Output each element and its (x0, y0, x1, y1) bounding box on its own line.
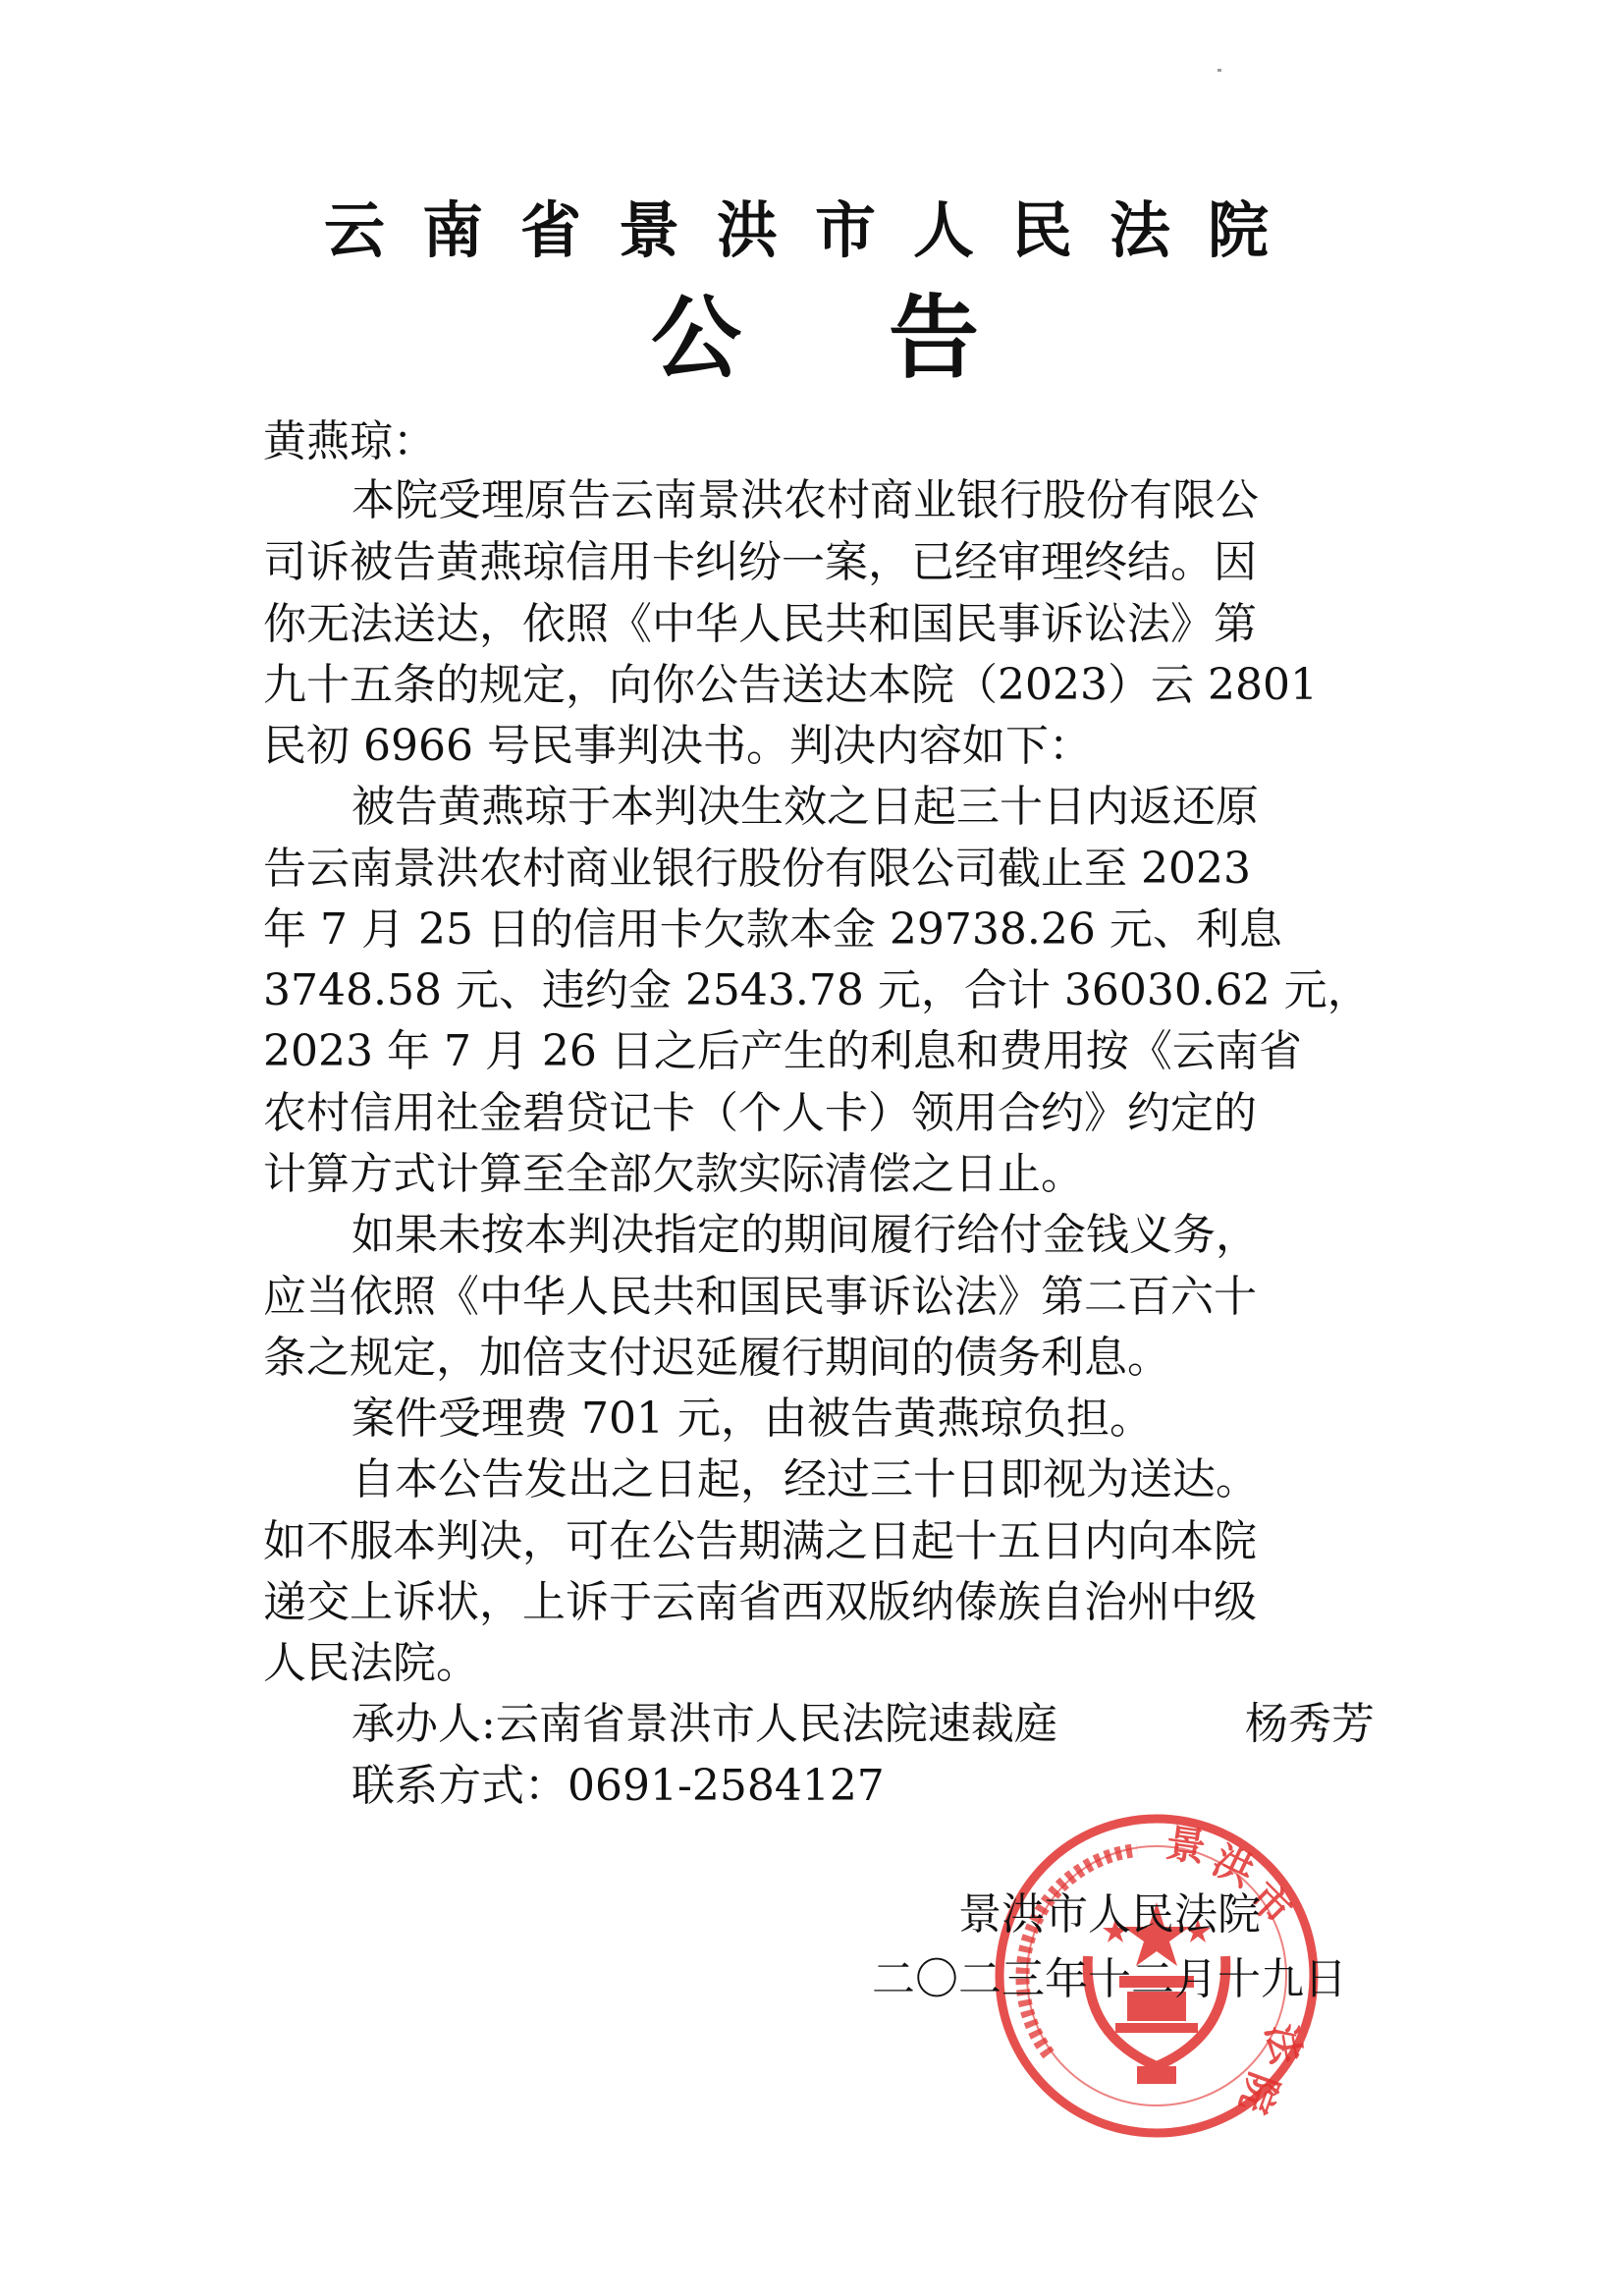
body-line: 自本公告发出之日起，经过三十日即视为送达。 (352, 1454, 1259, 1504)
court-name-heading: 云南省景洪市人民法院 (323, 194, 1306, 266)
signing-court: 景洪市人民法院 (958, 1889, 1261, 1940)
body-line: 司诉被告黄燕琼信用卡纠纷一案，已经审理终结。因 (263, 537, 1257, 587)
body-line: 2023 年 7 月 26 日之后产生的利息和费用按《云南省 (263, 1026, 1302, 1076)
body-line: 案件受理费 701 元，由被告黄燕琼负担。 (352, 1394, 1153, 1444)
body-line: 条之规定，加倍支付迟延履行期间的债务利息。 (263, 1333, 1170, 1383)
body-line: 递交上诉状，上诉于云南省西双版纳傣族自治州中级 (263, 1577, 1257, 1627)
signing-date: 二〇二三年十二月十九日 (872, 1954, 1347, 2004)
handler-name: 杨秀芳 (1245, 1699, 1375, 1749)
body-line: 民初 6966 号民事判决书。判决内容如下： (263, 721, 1092, 771)
body-line: 如不服本判决，可在公告期满之日起十五日内向本院 (263, 1516, 1257, 1566)
document-type-heading: 公告 (650, 286, 1126, 391)
body-line: 年 7 月 25 日的信用卡欠款本金 29738.26 元、利息 (263, 904, 1282, 955)
seal-glyph: 市 (1239, 1874, 1300, 1935)
handler-line: 承办人:云南省景洪市人民法院速裁庭 (352, 1699, 1057, 1749)
body-line: 如果未按本判决指定的期间履行给付金钱义务， (352, 1210, 1259, 1260)
body-line: 计算方式计算至全部欠款实际清偿之日止。 (263, 1149, 1084, 1199)
body-line: 被告黄燕琼于本判决生效之日起三十日内返还原 (352, 782, 1259, 832)
seal-glyph: 景 (1163, 1821, 1209, 1872)
seal-glyph: 法 (1257, 2020, 1309, 2068)
scan-artifact (1217, 69, 1221, 72)
body-line: 你无法送达，依照《中华人民共和国民事诉讼法》第 (263, 599, 1257, 649)
body-line: 九十五条的规定，向你公告送达本院（2023）云 2801 (263, 660, 1318, 710)
body-line: 3748.58 元、违约金 2543.78 元，合计 36030.62 元， (263, 965, 1371, 1015)
body-line: 告云南景洪农村商业银行股份有限公司截止至 2023 (263, 844, 1251, 894)
seal-glyph: 洪 (1205, 1837, 1261, 1896)
addressee: 黄燕琼： (263, 416, 436, 466)
body-line: 农村信用社金碧贷记卡（个人卡）领用合约》约定的 (263, 1088, 1257, 1138)
body-line: 人民法院。 (263, 1638, 479, 1688)
contact-phone: 联系方式：0691-2584127 (352, 1761, 885, 1811)
body-line: 应当依照《中华人民共和国民事诉讼法》第二百六十 (263, 1272, 1257, 1322)
body-line: 本院受理原告云南景洪农村商业银行股份有限公 (352, 475, 1259, 525)
seal-glyph: 院 (1229, 2066, 1286, 2119)
